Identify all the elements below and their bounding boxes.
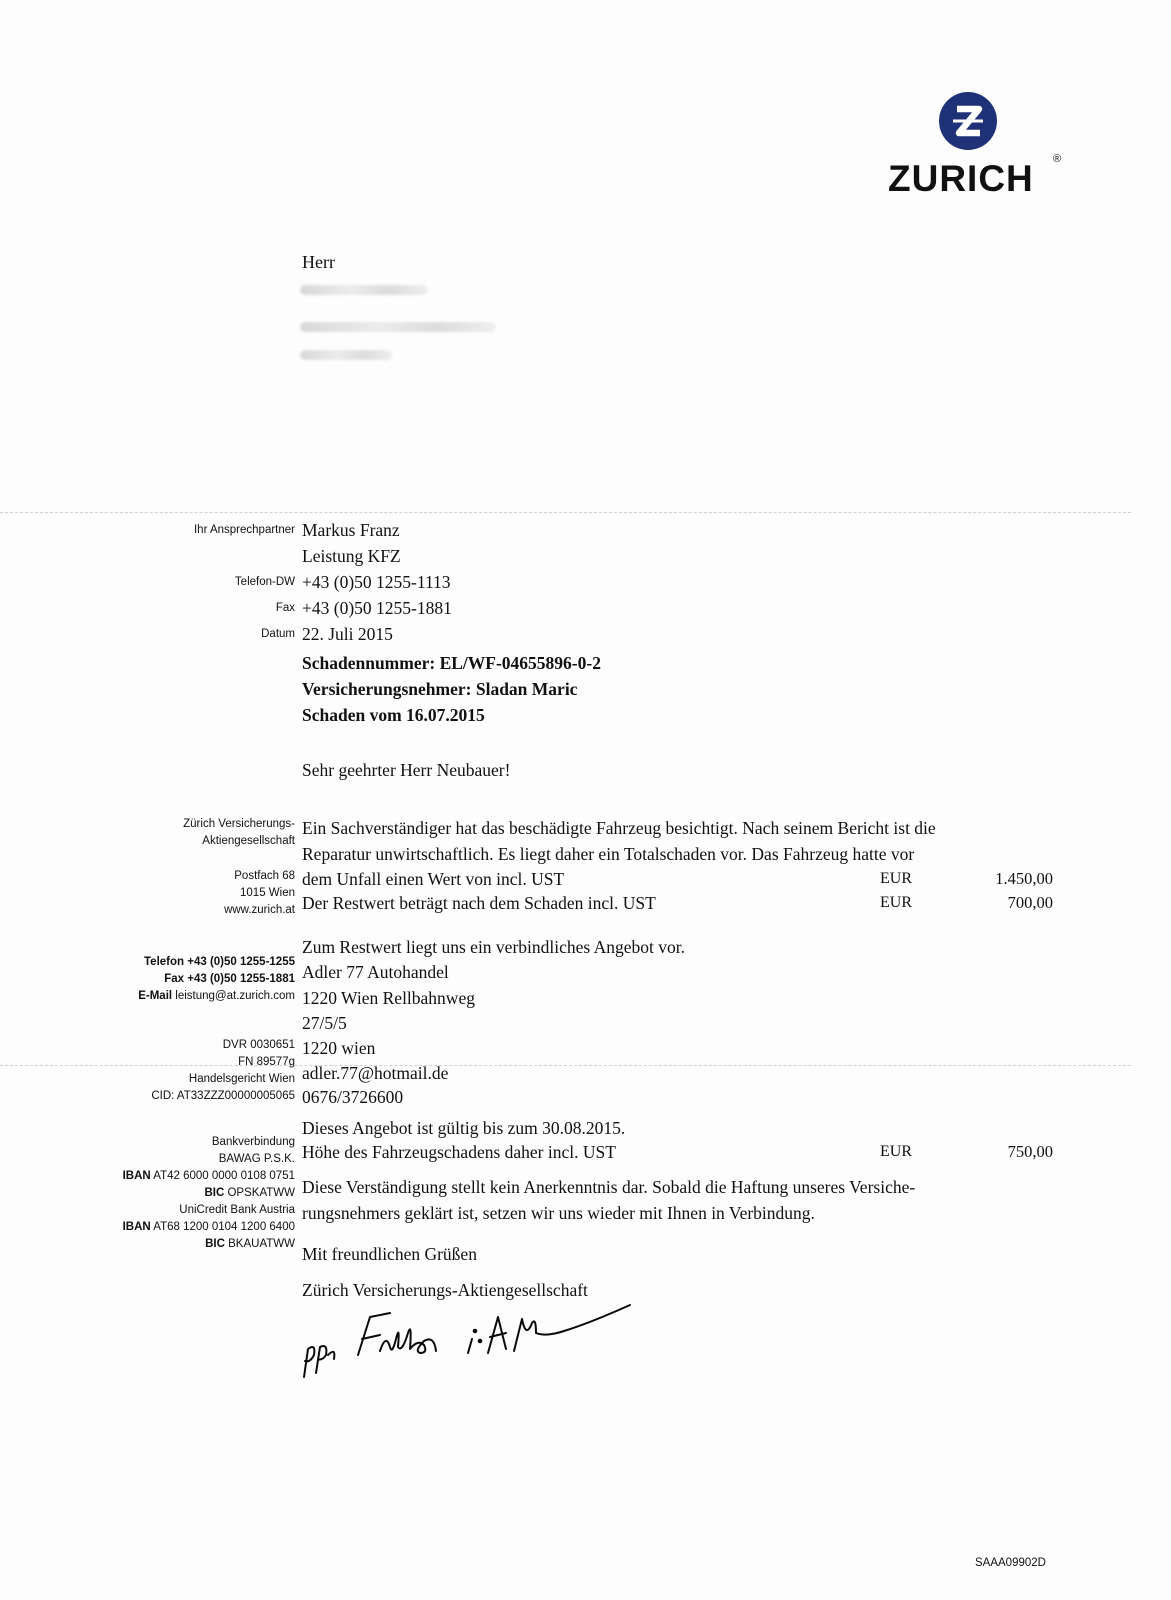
company-fax: Fax +43 (0)50 1255-1881 — [164, 973, 295, 985]
redacted-street — [300, 322, 496, 332]
postal-city: 1015 Wien — [240, 887, 295, 899]
court: Handelsgericht Wien — [188, 1073, 295, 1085]
dealer-address-1: 1220 Wien Rellbahnweg — [302, 988, 475, 1008]
company-postal — [75, 868, 295, 919]
company-signature: Zürich Versicherungs-Aktiengesellschaft — [302, 1280, 588, 1300]
bank-label: Bankverbindung — [211, 1136, 295, 1148]
company-name-line1: Zürich Versicherungs- — [183, 818, 295, 830]
closing: Mit freundlichen Grüßen — [302, 1244, 477, 1264]
company-info — [75, 816, 295, 850]
logo-wordmark: ZURICH — [888, 158, 1034, 199]
recipient-salutation: Herr — [302, 252, 335, 272]
company-contacts — [75, 954, 295, 1005]
website: www.zurich.at — [224, 904, 295, 916]
redacted-name — [300, 285, 428, 295]
paragraph-3-line-1: Diese Verständigung stellt kein Anerkenntnis dar. Sobald die Haftung unseres Versiche- — [302, 1177, 916, 1197]
dealer-name: Adler 77 Autohandel — [302, 962, 449, 982]
iban-1: IBAN AT42 6000 0000 0108 0751 — [122, 1170, 295, 1182]
redacted-city — [300, 350, 392, 360]
residual-value-amount: 700,00 — [1007, 893, 1053, 912]
fold-line — [0, 512, 1131, 513]
bank-name-1: BAWAG P.S.K. — [218, 1153, 295, 1165]
company-name-line2: Aktiengesellschaft — [202, 835, 295, 847]
offer-validity: Dieses Angebot ist gültig bis zum 30.08.2015. — [302, 1118, 626, 1138]
company-phone: Telefon +43 (0)50 1255-1255 — [144, 956, 295, 968]
greeting: Sehr geehrter Herr Neubauer! — [302, 760, 511, 780]
document-code: SAAA09902D — [975, 1557, 1046, 1569]
phone-label: Telefon-DW — [234, 576, 295, 588]
bic-2: BIC BKAUATWW — [205, 1238, 295, 1250]
letter-date: 22. Juli 2015 — [302, 624, 393, 644]
paragraph-1-line-2: Reparatur unwirtschaftlich. Es liegt daher ein Totalschaden vor. Das Fahrzeug hatte vor — [302, 844, 915, 864]
bic-1: BIC OPSKATWW — [204, 1187, 295, 1199]
handwritten-signature — [300, 1303, 660, 1388]
claim-number: Schadennummer: EL/WF-04655896-0-2 — [302, 653, 601, 673]
currency-label: EUR — [880, 1143, 912, 1160]
zurich-logo-icon — [939, 92, 997, 150]
damage-amount: 750,00 — [1007, 1142, 1053, 1161]
fax-label: Fax — [275, 602, 295, 614]
value-before-label: dem Unfall einen Wert von incl. UST — [302, 869, 565, 889]
policyholder: Versicherungsnehmer: Sladan Maric — [302, 679, 578, 699]
dealer-phone: 0676/3726600 — [302, 1087, 404, 1107]
date-label: Datum — [261, 628, 295, 640]
company-email: E-Mail leistung@at.zurich.com — [138, 990, 295, 1002]
postbox: Postfach 68 — [234, 870, 295, 882]
iban-2: IBAN AT68 1200 0104 1200 6400 — [122, 1221, 295, 1233]
contact-phone: +43 (0)50 1255-1113 — [302, 572, 451, 592]
contact-label: Ihr Ansprechpartner — [193, 524, 295, 536]
department: Leistung KFZ — [302, 546, 401, 566]
contact-fax: +43 (0)50 1255-1881 — [302, 598, 452, 618]
dealer-address-3: 1220 wien — [302, 1038, 376, 1058]
contact-name: Markus Franz — [302, 520, 400, 540]
dealer-address-2: 27/5/5 — [302, 1013, 347, 1033]
company-registry — [75, 1037, 295, 1105]
dvr-number: DVR 0030651 — [222, 1039, 295, 1051]
fn-number: FN 89577g — [238, 1056, 295, 1068]
paragraph-3-line-2: rungsnehmers geklärt ist, setzen wir uns wieder mit Ihnen in Verbindung. — [302, 1203, 815, 1223]
bank-details — [75, 1134, 295, 1253]
damage-date: Schaden vom 16.07.2015 — [302, 705, 485, 725]
value-before-amount: 1.450,00 — [995, 869, 1053, 888]
paragraph-1-line-1: Ein Sachverständiger hat das beschädigte Fahrzeug besichtigt. Nach seinem Bericht ist die — [302, 818, 936, 838]
bank-name-2: UniCredit Bank Austria — [179, 1204, 295, 1216]
offer-intro: Zum Restwert liegt uns ein verbindliches Angebot vor. — [302, 937, 685, 957]
currency-label: EUR — [880, 870, 912, 887]
damage-amount-label: Höhe des Fahrzeugschadens daher incl. UST — [302, 1142, 616, 1162]
registered-mark: ® — [1053, 153, 1062, 165]
currency-label: EUR — [880, 894, 912, 911]
creditor-id: CID: AT33ZZZ00000005065 — [151, 1090, 295, 1102]
residual-value-label: Der Restwert beträgt nach dem Schaden incl. UST — [302, 893, 656, 913]
dealer-email: adler.77@hotmail.de — [302, 1063, 449, 1083]
